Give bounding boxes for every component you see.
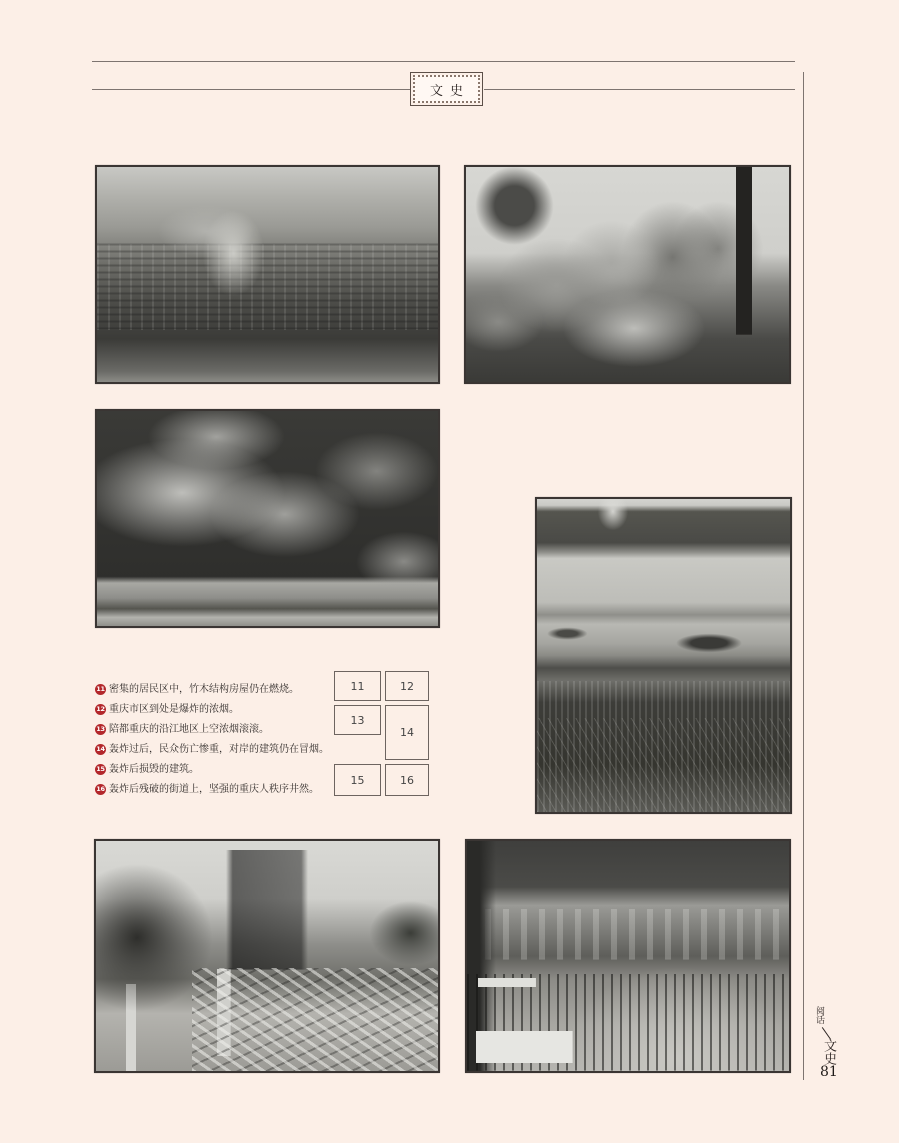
caption-number-badge: 16 [96, 785, 105, 793]
section-badge [410, 72, 483, 106]
caption-item [95, 743, 330, 763]
caption-number-badge: 12 [96, 705, 105, 713]
photo-12 [464, 165, 791, 384]
header-rule-right [484, 89, 795, 90]
magazine-name: 文史 [821, 1039, 836, 1065]
header-top-rule [92, 61, 795, 62]
caption-text: 轰炸后残破的街道上，坚强的重庆人秩序井然。 [109, 784, 319, 795]
margin-vertical-rule [803, 72, 804, 1080]
caption-list [95, 683, 330, 803]
caption-text: 重庆市区到处是爆炸的浓烟。 [109, 704, 239, 715]
caption-item [95, 683, 330, 703]
layout-key-box: 13 [334, 705, 381, 735]
caption-item [95, 703, 330, 723]
caption-number-badge: 13 [96, 725, 105, 733]
caption-text: 陪都重庆的沿江地区上空浓烟滚滚。 [109, 724, 269, 735]
caption-number-badge: 11 [96, 685, 105, 693]
layout-key-box: 14 [385, 705, 429, 760]
caption-text: 轰炸后损毁的建筑。 [109, 764, 199, 775]
caption-number-badge: 15 [96, 765, 105, 773]
layout-key-box: 16 [385, 764, 429, 796]
magazine-prefix: 阅话 [814, 1006, 824, 1024]
caption-item [95, 763, 330, 783]
photo-13 [95, 409, 440, 628]
section-title: 文史 [413, 75, 480, 103]
photo-15 [94, 839, 440, 1073]
layout-key-box: 11 [334, 671, 381, 701]
caption-item [95, 783, 330, 803]
caption-text: 轰炸过后，民众伤亡惨重，对岸的建筑仍在冒烟。 [109, 744, 329, 755]
photo-11 [95, 165, 440, 384]
page-number: 81 [820, 1064, 838, 1080]
magazine-name-separator [822, 1027, 831, 1040]
header-rule-left [92, 89, 410, 90]
photo-16 [465, 839, 791, 1073]
layout-key-box: 15 [334, 764, 381, 796]
layout-key-box: 12 [385, 671, 429, 701]
photo-14 [535, 497, 792, 814]
caption-text: 密集的居民区中，竹木结构房屋仍在燃烧。 [109, 684, 299, 695]
caption-item [95, 723, 330, 743]
caption-number-badge: 14 [96, 745, 105, 753]
